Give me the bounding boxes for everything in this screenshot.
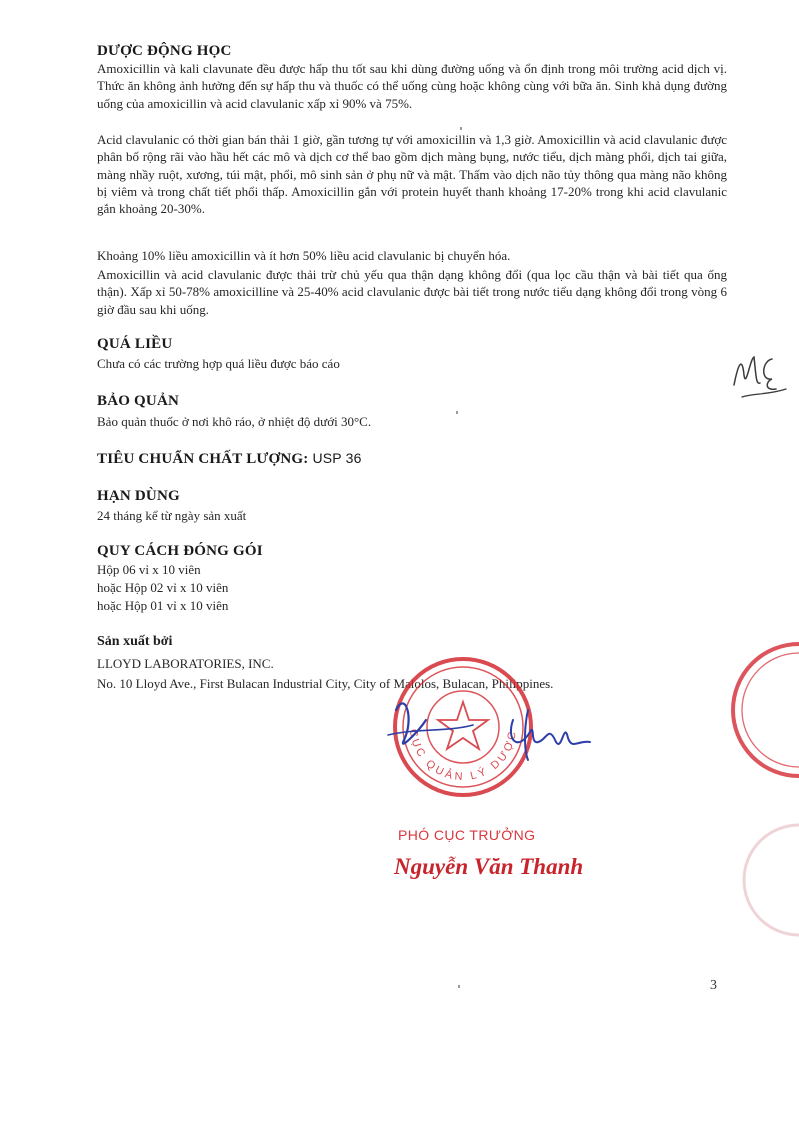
quality-standard-value: USP 36 (312, 450, 362, 466)
signature-mark (378, 680, 598, 770)
pharmacokinetics-paragraph-2: Acid clavulanic có thời gian bán thải 1 giờ, gần tương tự với amoxicillin và 1,3 giờ. Amoxicillin và acid clavulanic được phân bố rộng rãi vào hầu hết các mô và dịch cơ thể bao gồm dịch màng bụng, nước tiểu, dịch màng phổi, dịch tai giữa, màng nhầy ruột, xương, túi mật, phổi, mô sinh sản ở phụ nữ và mật. Thấm vào dịch não tủy thông qua màng não không bị viêm và trong chất tiết phổi thấp. Amoxicillin gắn với protein huyết thanh khoảng 17-20% trong khi acid clavulanic gắn khoảng 20-30%. (97, 132, 727, 217)
seal-text: CỤC QUẢN LÝ DƯỢC (406, 728, 520, 784)
initials-mark (728, 345, 790, 403)
scan-speck (456, 411, 458, 414)
scan-speck (460, 127, 462, 130)
storage-heading: BẢO QUẢN (97, 393, 180, 409)
overdose-heading: QUÁ LIỀU (97, 336, 173, 352)
pharmacokinetics-heading: DƯỢC ĐỘNG HỌC (97, 43, 232, 59)
quality-standard-line (97, 450, 362, 468)
packaging-heading: QUY CÁCH ĐÓNG GÓI (97, 543, 263, 559)
manufacturer-heading: Sản xuất bởi (97, 634, 173, 649)
packaging-line-2: hoặc Hộp 02 vỉ x 10 viên (97, 580, 229, 595)
scan-speck (458, 985, 460, 988)
storage-text: Bảo quản thuốc ở nơi khô ráo, ở nhiệt độ dưới 30°C. (97, 414, 372, 429)
deputy-director-name: Nguyễn Văn Thanh (394, 854, 584, 879)
packaging-line-1: Hộp 06 vỉ x 10 viên (97, 562, 201, 577)
deputy-director-title: PHÓ CỤC TRƯỞNG (398, 827, 536, 843)
overdose-text: Chưa có các trường hợp quá liều được báo cáo (97, 356, 340, 371)
page-number: 3 (710, 978, 717, 993)
pharmacokinetics-paragraph-4: Amoxicillin và acid clavulanic được thải trừ chủ yếu qua thận dạng không đổi (qua lọc cầu thận và bài tiết qua ống thận). Xấp xỉ 50-78% amoxicilline và 25-40% acid clavulanic được bài tiết trong nước tiểu dạng không đổi trong vòng 6 giờ đầu sau khi uống. (97, 267, 727, 317)
faint-seal-mark (712, 820, 799, 940)
edge-seal-stamp (700, 640, 799, 780)
packaging-line-3: hoặc Hộp 01 vỉ x 10 viên (97, 598, 229, 613)
shelf-life-text: 24 tháng kể từ ngày sản xuất (97, 508, 247, 523)
quality-standard-label: TIÊU CHUẨN CHẤT LƯỢNG: (97, 451, 309, 467)
pharmacokinetics-paragraph-1: Amoxicillin và kali clavunate đều được hấp thu tốt sau khi dùng đường uống và ổn định trong môi trường acid dịch vị. Thức ăn không ảnh hưởng đến sự hấp thu và thuốc có thể uống cùng hoặc không cùng với bữa ăn. Sinh khả dụng đường uống của amoxicillin và acid clavulanic xấp xỉ 90% và 75%. (97, 61, 727, 111)
pharmacokinetics-paragraph-3: Khoảng 10% liều amoxicillin và ít hơn 50% liều acid clavulanic bị chuyển hóa. (97, 248, 511, 263)
manufacturer-name: LLOYD LABORATORIES, INC. (97, 656, 274, 671)
manufacturer-address: No. 10 Lloyd Ave., First Bulacan Industrial City, City of Malolos, Bulacan, Philippines. (97, 676, 554, 691)
shelf-life-heading: HẠN DÙNG (97, 488, 180, 504)
